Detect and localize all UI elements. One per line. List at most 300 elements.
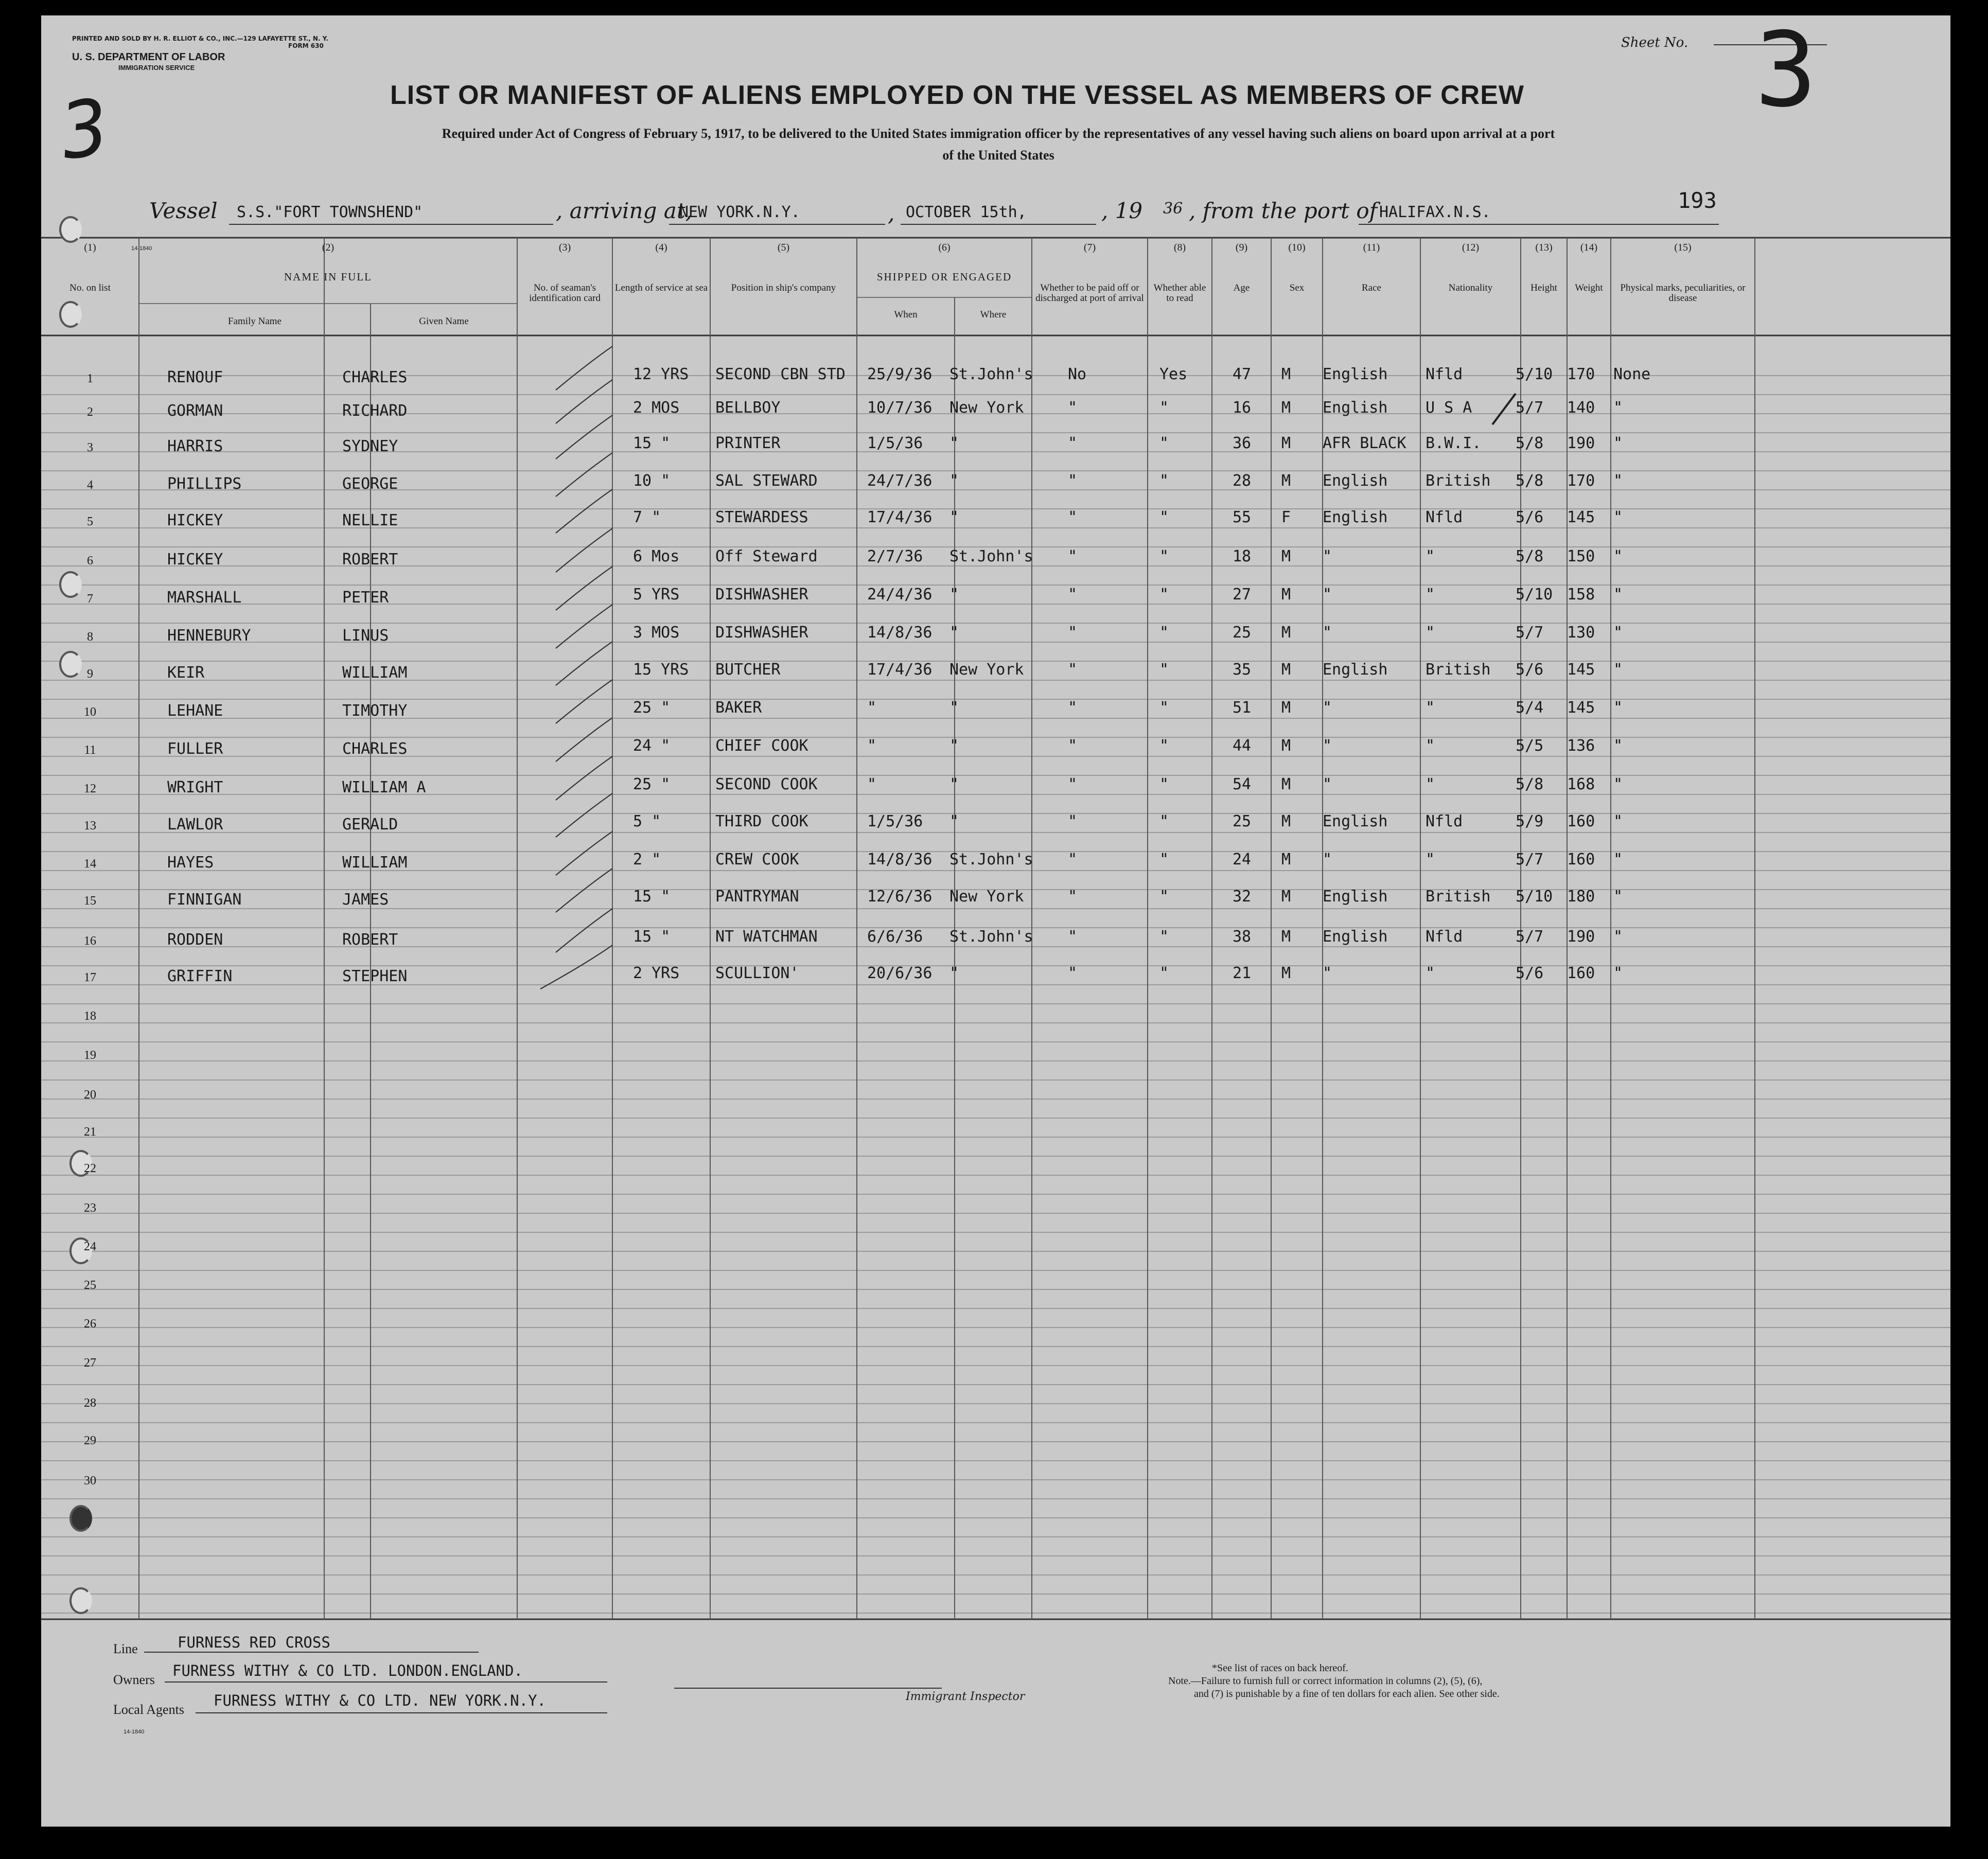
cell-sex: M — [1281, 851, 1291, 869]
cell-weight: 145 — [1567, 661, 1595, 679]
cell-weight: 160 — [1567, 964, 1595, 982]
cell-position: CHIEF COOK — [715, 737, 808, 755]
cell-family: GORMAN — [167, 402, 223, 420]
column-label: Race — [1362, 282, 1381, 293]
cell-where: St.John's — [949, 928, 1033, 946]
cell-height: 5/10 — [1516, 365, 1553, 383]
cell-sex: M — [1281, 547, 1291, 565]
id-card-check — [556, 680, 612, 723]
cell-family: PHILLIPS — [167, 475, 242, 493]
cell-age: 21 — [1233, 964, 1252, 982]
cell-marks: " — [1613, 737, 1623, 755]
cell-when: 20/6/36 — [867, 964, 933, 982]
cell-nationality: " — [1426, 775, 1435, 793]
id-card-check — [556, 793, 612, 837]
row-number-empty: 30 — [84, 1474, 96, 1488]
vessel-label: Vessel — [149, 198, 218, 223]
cell-read: " — [1159, 399, 1169, 417]
cell-family: HENNEBURY — [167, 627, 251, 645]
cell-sex: M — [1281, 399, 1291, 417]
cell-service: 24 " — [633, 737, 671, 755]
cell-family: RODDEN — [167, 931, 223, 949]
column-number: (6) — [938, 242, 951, 253]
cell-height: 5/10 — [1516, 888, 1553, 906]
cell-service: 5 YRS — [633, 586, 680, 604]
cell-weight: 160 — [1567, 851, 1595, 869]
cell-read: " — [1159, 661, 1169, 679]
row-number: 3 — [87, 441, 93, 454]
owners-label: Owners — [113, 1672, 155, 1687]
cell-position: SCULLION' — [715, 964, 799, 982]
printer-line-1: PRINTED AND SOLD BY H. R. ELLIOT & CO., INC.—129 LAFAYETTE ST., N. Y. — [72, 35, 328, 42]
cell-height: 5/7 — [1516, 928, 1544, 946]
cell-service: 15 " — [633, 928, 671, 946]
column-number: (10) — [1288, 242, 1306, 253]
cell-nationality: " — [1426, 964, 1435, 982]
column-label: Height — [1530, 282, 1557, 293]
cell-given: ROBERT — [342, 931, 398, 949]
column-label: Sex — [1289, 282, 1305, 293]
cell-family: HICKEY — [167, 551, 223, 569]
local-agents-value: FURNESS WITHY & CO LTD. NEW YORK.N.Y. — [214, 1692, 547, 1709]
binder-hole-2 — [59, 301, 82, 328]
cell-race: " — [1323, 737, 1332, 755]
cell-weight: 170 — [1567, 472, 1595, 490]
cell-marks: " — [1613, 964, 1623, 982]
sub-column-label: Given Name — [419, 316, 469, 327]
cell-paid: " — [1068, 472, 1078, 490]
cell-paid: " — [1068, 888, 1078, 906]
cell-service: 25 " — [633, 775, 671, 793]
cell-paid: " — [1068, 928, 1078, 946]
cell-height: 5/7 — [1516, 851, 1544, 869]
column-label: Physical marks, peculiarities, or disease — [1620, 282, 1746, 304]
cell-paid: " — [1068, 775, 1078, 793]
binder-hole-1 — [59, 216, 82, 243]
cell-sex: M — [1281, 699, 1291, 717]
arriving-label: , arriving at, — [556, 198, 693, 223]
cell-weight: 140 — [1567, 399, 1595, 417]
cell-family: RENOUF — [167, 368, 223, 386]
cell-age: 55 — [1233, 508, 1252, 526]
cell-where: St.John's — [949, 851, 1033, 869]
cell-when: 10/7/36 — [867, 399, 933, 417]
cell-paid: " — [1068, 399, 1078, 417]
handwritten-sheet-mark: 3 — [56, 82, 114, 178]
department-label: U. S. DEPARTMENT OF LABOR — [72, 51, 225, 63]
column-label: Whether able to read — [1153, 282, 1206, 304]
cell-service: 15 YRS — [633, 661, 689, 679]
cell-race: English — [1323, 399, 1388, 417]
cell-paid: " — [1068, 586, 1078, 604]
arrival-port: NEW YORK.N.Y. — [679, 203, 800, 221]
row-number: 14 — [84, 857, 96, 871]
column-number: (8) — [1173, 242, 1186, 253]
cell-sex: M — [1281, 888, 1291, 906]
cell-age: 25 — [1233, 624, 1252, 642]
cell-family: KEIR — [167, 664, 205, 682]
cell-where: " — [949, 775, 959, 793]
nationality-mark — [1492, 394, 1516, 424]
cell-when: 24/7/36 — [867, 472, 933, 490]
cell-where: " — [949, 586, 959, 604]
id-card-check — [540, 945, 612, 989]
cell-service: 15 " — [633, 888, 671, 906]
comma-sep: , — [888, 201, 895, 226]
cell-sex: M — [1281, 624, 1291, 642]
cell-age: 16 — [1233, 399, 1252, 417]
cell-service: 5 " — [633, 812, 661, 830]
column-number: (11) — [1363, 242, 1380, 253]
cell-family: LAWLOR — [167, 816, 223, 834]
cell-race: " — [1323, 624, 1332, 642]
cell-when: 14/8/36 — [867, 851, 933, 869]
cell-height: 5/8 — [1516, 434, 1544, 452]
cell-position: Off Steward — [715, 547, 818, 565]
local-agents-label: Local Agents — [113, 1702, 184, 1717]
row-number: 4 — [87, 479, 93, 492]
sub-column-label: Family Name — [228, 316, 282, 327]
subtitle-line-1: Required under Act of Congress of February 5, 1917, to be delivered to the United States immigration officer by the representatives of any vessel having such aliens on board upon arrival at a port — [442, 126, 1555, 141]
cell-marks: " — [1613, 888, 1623, 906]
cell-position: STEWARDESS — [715, 508, 808, 526]
cell-family: HARRIS — [167, 437, 223, 455]
cell-service: 25 " — [633, 699, 671, 717]
cell-marks: " — [1613, 851, 1623, 869]
cell-age: 18 — [1233, 547, 1252, 565]
row-number-empty: 27 — [84, 1356, 96, 1370]
cell-paid: " — [1068, 812, 1078, 830]
cell-age: 54 — [1233, 775, 1252, 793]
cell-marks: " — [1613, 699, 1623, 717]
cell-when: 25/9/36 — [867, 365, 933, 383]
row-number-empty: 19 — [84, 1049, 96, 1062]
row-number: 16 — [84, 934, 96, 948]
cell-read: " — [1159, 508, 1169, 526]
row-number-empty: 23 — [84, 1201, 96, 1215]
cell-where: New York — [949, 888, 1024, 906]
cell-age: 36 — [1233, 434, 1252, 452]
cell-family: HAYES — [167, 854, 214, 872]
cell-height: 5/5 — [1516, 737, 1544, 755]
row-number: 13 — [84, 819, 96, 833]
line-underline — [144, 1652, 479, 1653]
cell-height: 5/6 — [1516, 661, 1544, 679]
cell-age: 47 — [1233, 365, 1252, 383]
cell-height: 5/8 — [1516, 775, 1544, 793]
row-number-empty: 18 — [84, 1010, 96, 1023]
cell-where: New York — [949, 399, 1024, 417]
cell-weight: 160 — [1567, 812, 1595, 830]
cell-given: WILLIAM — [342, 854, 408, 872]
arrival-date: OCTOBER 15th, — [906, 203, 1027, 221]
row-number: 8 — [87, 630, 93, 644]
cell-where: New York — [949, 661, 1024, 679]
cell-race: English — [1323, 508, 1388, 526]
cell-nationality: " — [1426, 624, 1435, 642]
cell-sex: M — [1281, 737, 1291, 755]
cell-read: " — [1159, 586, 1169, 604]
cell-sex: M — [1281, 586, 1291, 604]
cell-read: " — [1159, 888, 1169, 906]
cell-when: 1/5/36 — [867, 434, 923, 452]
cell-nationality: Nfld — [1426, 812, 1463, 830]
cell-weight: 145 — [1567, 508, 1595, 526]
cell-position: NT WATCHMAN — [715, 928, 818, 946]
cell-read: " — [1159, 434, 1169, 452]
cell-given: SYDNEY — [342, 437, 398, 455]
cell-marks: " — [1613, 434, 1623, 452]
cell-service: 2 YRS — [633, 964, 680, 982]
cell-position: BELLBOY — [715, 399, 781, 417]
row-number-empty: 20 — [84, 1088, 96, 1102]
column-number: (3) — [558, 242, 571, 253]
cell-when: 14/8/36 — [867, 624, 933, 642]
cell-position: DISHWASHER — [715, 586, 808, 604]
cell-where: St.John's — [949, 365, 1033, 383]
row-number-empty: 25 — [84, 1279, 96, 1292]
cell-paid: " — [1068, 547, 1078, 565]
row-number-empty: 29 — [84, 1434, 96, 1447]
cell-position: PANTRYMAN — [715, 888, 799, 906]
cell-sex: M — [1281, 472, 1291, 490]
column-number: (7) — [1083, 242, 1096, 253]
cell-race: English — [1323, 365, 1388, 383]
column-number: (1) — [84, 242, 96, 253]
cell-family: WRIGHT — [167, 778, 223, 796]
cell-age: 24 — [1233, 851, 1252, 869]
cell-paid: No — [1068, 365, 1087, 383]
cell-read: " — [1159, 737, 1169, 755]
cell-read: " — [1159, 624, 1169, 642]
cell-nationality: Nfld — [1426, 508, 1463, 526]
cell-weight: 150 — [1567, 547, 1595, 565]
page-stamp-number: 193 — [1678, 188, 1717, 213]
cell-where: " — [949, 472, 959, 490]
cell-read: " — [1159, 775, 1169, 793]
cell-nationality: " — [1426, 851, 1435, 869]
cell-position: BUTCHER — [715, 661, 781, 679]
cell-marks: " — [1613, 472, 1623, 490]
id-card-check — [556, 869, 612, 912]
cell-nationality: " — [1426, 547, 1435, 565]
footer-form-code: 14-1840 — [124, 1729, 145, 1735]
cell-marks: " — [1613, 508, 1623, 526]
row-number-empty: 22 — [84, 1162, 96, 1175]
cell-age: 27 — [1233, 586, 1252, 604]
cell-read: " — [1159, 699, 1169, 717]
cell-nationality: British — [1426, 472, 1491, 490]
cell-paid: " — [1068, 624, 1078, 642]
column-label: Weight — [1575, 282, 1603, 293]
id-card-check — [556, 415, 612, 459]
cell-given: TIMOTHY — [342, 702, 408, 720]
cell-race: English — [1323, 888, 1388, 906]
cell-nationality: Nfld — [1426, 928, 1463, 946]
cell-weight: 168 — [1567, 775, 1595, 793]
cell-given: NELLIE — [342, 511, 398, 529]
cell-sex: M — [1281, 964, 1291, 982]
failure-note-2: and (7) is punishable by a fine of ten dollars for each alien. See other side. — [1194, 1688, 1500, 1699]
row-number: 12 — [84, 782, 96, 795]
owners-value: FURNESS WITHY & CO LTD. LONDON.ENGLAND. — [172, 1662, 523, 1679]
id-card-check — [556, 909, 612, 952]
cell-read: " — [1159, 472, 1169, 490]
cell-nationality: " — [1426, 699, 1435, 717]
cell-nationality: British — [1426, 661, 1491, 679]
row-number: 10 — [84, 705, 96, 719]
cell-family: GRIFFIN — [167, 967, 233, 985]
id-card-check — [556, 380, 612, 423]
id-card-check — [556, 489, 612, 533]
cell-given: GEORGE — [342, 475, 398, 493]
cell-weight: 190 — [1567, 928, 1595, 946]
cell-age: 32 — [1233, 888, 1252, 906]
cell-marks: " — [1613, 399, 1623, 417]
cell-age: 51 — [1233, 699, 1252, 717]
cell-given: WILLIAM — [342, 664, 408, 682]
cell-weight: 180 — [1567, 888, 1595, 906]
id-card-check — [556, 346, 612, 390]
cell-given: ROBERT — [342, 551, 398, 569]
column-label: NAME IN FULL — [284, 271, 372, 283]
service-label: IMMIGRATION SERVICE — [118, 64, 195, 72]
column-label: Age — [1233, 282, 1250, 293]
cell-position: SECOND CBN STD — [715, 365, 846, 383]
cell-where: " — [949, 737, 959, 755]
row-number: 15 — [84, 894, 96, 908]
cell-height: 5/7 — [1516, 399, 1544, 417]
column-number: (14) — [1580, 242, 1598, 253]
cell-where: " — [949, 434, 959, 452]
cell-paid: " — [1068, 737, 1078, 755]
owners-underline — [165, 1681, 607, 1683]
cell-weight: 158 — [1567, 586, 1595, 604]
binder-hole-7 — [69, 1505, 92, 1532]
row-number: 2 — [87, 405, 93, 419]
row-number-empty: 26 — [84, 1317, 96, 1331]
row-number: 17 — [84, 971, 96, 984]
column-label: No. on list — [69, 282, 111, 293]
cell-race: " — [1323, 964, 1332, 982]
cell-read: Yes — [1159, 365, 1188, 383]
cell-family: HICKEY — [167, 511, 223, 529]
cell-nationality: British — [1426, 888, 1491, 906]
cell-read: " — [1159, 547, 1169, 565]
cell-read: " — [1159, 812, 1169, 830]
cell-race: " — [1323, 547, 1332, 565]
failure-note-1: Note.—Failure to furnish full or correct information in columns (2), (5), (6), — [1168, 1675, 1483, 1687]
cell-read: " — [1159, 928, 1169, 946]
line-value: FURNESS RED CROSS — [178, 1634, 330, 1651]
id-card-check — [556, 756, 612, 800]
cell-given: PETER — [342, 589, 389, 607]
column-label: Nationality — [1448, 282, 1493, 293]
cell-when: 1/5/36 — [867, 812, 923, 830]
sheet-number: 3 — [1755, 15, 1817, 130]
cell-service: 7 " — [633, 508, 661, 526]
departure-port: HALIFAX.N.S. — [1379, 203, 1491, 221]
cell-paid: " — [1068, 434, 1078, 452]
column-number: (9) — [1235, 242, 1248, 253]
column-label: Whether to be paid off or discharged at port of arrival — [1035, 282, 1144, 304]
cell-service: 6 Mos — [633, 547, 680, 565]
cell-service: 12 YRS — [633, 365, 689, 383]
cell-service: 3 MOS — [633, 624, 680, 642]
cell-weight: 170 — [1567, 365, 1595, 383]
cell-service: 10 " — [633, 472, 671, 490]
cell-when: 12/6/36 — [867, 888, 933, 906]
cell-given: LINUS — [342, 627, 389, 645]
cell-marks: " — [1613, 928, 1623, 946]
cell-family: FINNIGAN — [167, 891, 242, 909]
cell-read: " — [1159, 851, 1169, 869]
form-number: FORM 630 — [288, 42, 324, 49]
cell-race: " — [1323, 775, 1332, 793]
races-note: *See list of races on back hereof. — [1212, 1662, 1348, 1674]
cell-when: " — [867, 699, 877, 717]
cell-service: 2 " — [633, 851, 661, 869]
cell-sex: F — [1281, 508, 1291, 526]
cell-weight: 145 — [1567, 699, 1595, 717]
cell-age: 38 — [1233, 928, 1252, 946]
cell-marks: " — [1613, 624, 1623, 642]
cell-position: BAKER — [715, 699, 762, 717]
row-number: 5 — [87, 515, 93, 528]
cell-age: 28 — [1233, 472, 1252, 490]
column-label: Length of service at sea — [614, 282, 708, 293]
cell-age: 25 — [1233, 812, 1252, 830]
cell-when: 17/4/36 — [867, 508, 933, 526]
cell-height: 5/6 — [1516, 964, 1544, 982]
cell-when: " — [867, 737, 877, 755]
cell-position: THIRD COOK — [715, 812, 808, 830]
cell-paid: " — [1068, 851, 1078, 869]
column-label: Position in ship's company — [731, 282, 836, 293]
cell-service: 2 MOS — [633, 399, 680, 417]
cell-weight: 130 — [1567, 624, 1595, 642]
from-port-label: , from the port of — [1189, 198, 1378, 223]
cell-sex: M — [1281, 434, 1291, 452]
cell-paid: " — [1068, 508, 1078, 526]
cell-nationality: B.W.I. — [1426, 434, 1482, 452]
column-label: SHIPPED OR ENGAGED — [876, 271, 1012, 283]
cell-given: CHARLES — [342, 740, 408, 758]
year-suffix: 36 — [1163, 200, 1183, 218]
cell-height: 5/10 — [1516, 586, 1553, 604]
cell-nationality: U S A — [1426, 399, 1472, 417]
cell-given: RICHARD — [342, 402, 408, 420]
cell-given: STEPHEN — [342, 967, 408, 985]
cell-marks: " — [1613, 775, 1623, 793]
vessel-name: S.S."FORT TOWNSHEND" — [237, 203, 423, 221]
cell-when: 2/7/36 — [867, 547, 923, 565]
year-prefix: , 19 — [1101, 198, 1143, 223]
cell-sex: M — [1281, 928, 1291, 946]
sub-column-label: When — [894, 309, 918, 320]
row-number-empty: 24 — [84, 1240, 96, 1253]
cell-height: 5/6 — [1516, 508, 1544, 526]
cell-position: DISHWASHER — [715, 624, 808, 642]
cell-race: " — [1323, 586, 1332, 604]
form-code: 14-1840 — [131, 245, 152, 252]
cell-sex: M — [1281, 365, 1291, 383]
cell-where: " — [949, 624, 959, 642]
cell-family: FULLER — [167, 740, 223, 758]
row-number: 11 — [84, 743, 96, 757]
cell-nationality: Nfld — [1426, 365, 1463, 383]
row-number: 6 — [87, 554, 93, 568]
